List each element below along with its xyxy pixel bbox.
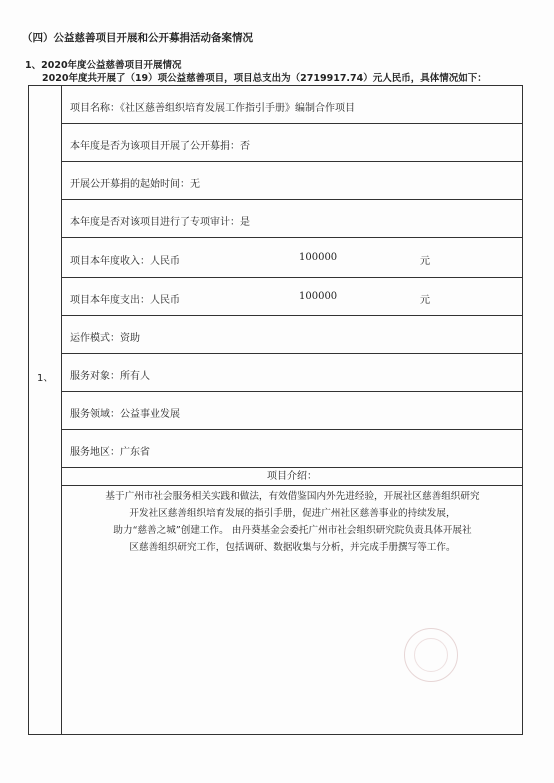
audit-row [62,200,522,238]
public-fundraising: 本年度是否为该项目开展了公开募捐：否 [70,141,250,152]
service-target: 服务对象：所有人 [70,371,150,382]
income-row [62,238,522,278]
service-target-row [62,354,522,392]
intro-line: 基于广州市社会服务相关实践和做法，有效借鉴国内外先进经验，开展社区慈善组织研究 [105,491,480,502]
audit: 本年度是否对该项目进行了专项审计：是 [70,217,250,228]
operation-mode-row [62,316,522,354]
section-title: （四）公益慈善项目开展和公开募捐活动备案情况 [22,32,253,44]
faint-seal-stamp [404,628,458,682]
fundraising-start-row [62,162,522,200]
expense-label: 项目本年度支出：人民币 [70,295,180,306]
fundraising-start: 开展公开募捐的起始时间：无 [70,179,200,190]
income-unit: 元 [420,256,430,267]
service-field: 服务领域：公益事业发展 [70,409,180,420]
expense-unit: 元 [420,295,430,306]
item-number: 1、 [37,373,54,384]
expense-row [62,278,522,316]
operation-mode: 运作模式：资助 [70,333,140,344]
service-field-row [62,392,522,430]
expense-amount: 100000 [299,291,338,302]
intro-line: 助力“慈善之城”创建工作。 由丹葵基金会委托广州市社会组织研究院负责具体开展社 [113,525,472,536]
item-number-column [29,86,62,734]
service-area: 服务地区：广东省 [70,447,150,458]
intro-line: 区慈善组织研究工作，包括调研、数据收集与分析，并完成手册撰写等工作。 [129,542,456,553]
intro-title: 项目介绍： [62,468,522,486]
intro-body [73,488,512,556]
service-area-row [62,430,522,468]
income-label: 项目本年度收入：人民币 [70,256,180,267]
income-amount: 100000 [299,252,338,263]
project-name-row [62,86,522,124]
intro-line: 开发社区慈善组织培育发展的指引手册，促进广州社区慈善事业的持续发展， [129,508,456,519]
subsection-title: 1、2020年度公益慈善项目开展情况 [25,60,182,71]
public-fundraising-row [62,124,522,162]
summary-line: 2020年度共开展了（19）项公益慈善项目，项目总支出为（2719917.74）元人民币，具体情况如下： [42,73,487,84]
project-name: 项目名称：《社区慈善组织培育发展工作指引手册》编制合作项目 [70,103,355,114]
